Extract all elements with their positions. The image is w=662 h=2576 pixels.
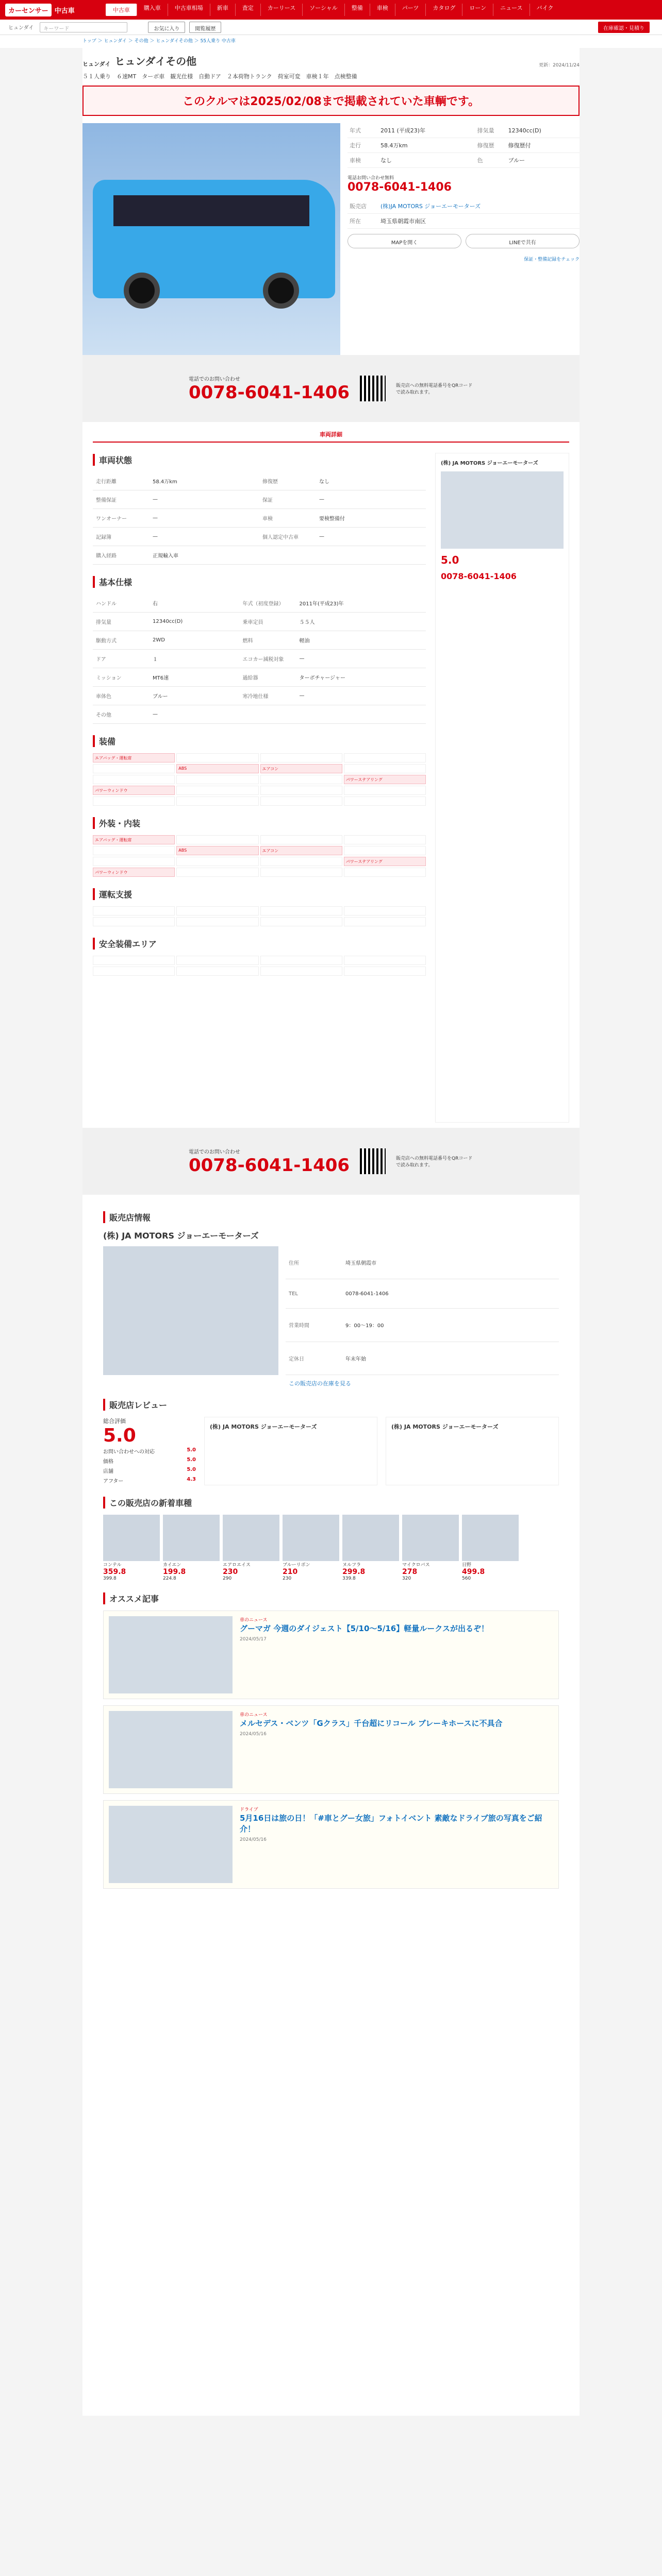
equip-cell [260, 967, 342, 976]
side-score: 5.0 [441, 554, 459, 566]
nav-item[interactable]: ローン [462, 4, 493, 16]
car-card[interactable] [342, 1515, 399, 1581]
equip-cell: パワーステアリング [344, 775, 426, 784]
equip-cell [176, 753, 258, 762]
review-item: お問い合わせへの対応 5.0 [103, 1447, 196, 1455]
spec-value: — [296, 687, 426, 705]
spec-key: 排気量 [93, 613, 150, 631]
call-bar-2 [82, 1128, 580, 1195]
spec-value: なし [316, 472, 426, 490]
shop-hours: 9：00〜19：00 [342, 1309, 559, 1342]
spec-key: 車検 [259, 509, 316, 528]
equip-cell: エアコン [260, 764, 342, 773]
side-shop-panel [435, 453, 569, 1123]
article-image [109, 1806, 233, 1883]
equip-cell [344, 835, 426, 844]
basic-table [93, 594, 426, 724]
nav-item[interactable]: 車検 [370, 4, 395, 16]
spec-value: 右 [150, 594, 240, 613]
review-heading: 販売店レビュー [103, 1399, 559, 1411]
equip-cell [260, 835, 342, 844]
equip-cell: ABS [176, 764, 258, 773]
car-image [163, 1515, 220, 1561]
shop-name[interactable]: (株)JA MOTORS ジョーエーモーターズ [378, 199, 580, 214]
estimate-button[interactable]: 在庫確認・見積り [598, 22, 650, 33]
spec-key: 駆動方式 [93, 631, 150, 650]
detail-area [82, 422, 580, 1128]
info-key: 走行 [347, 138, 378, 153]
car-image [342, 1515, 399, 1561]
info-value: 修復歴付 [506, 138, 580, 153]
equip-cell: パワーステアリング [344, 857, 426, 866]
article-card[interactable] [103, 1705, 559, 1794]
spec-value: — [150, 509, 259, 528]
equip-cell [176, 906, 258, 916]
shop-tel[interactable]: 0078-6041-1406 [342, 1279, 559, 1308]
exterior-grid [93, 835, 426, 877]
equip-cell [93, 917, 175, 926]
article-title: 5月16日は旅の日！「#車とグー女旅」フォトイベント 素敵なドライブ旅の写真をご紹介！ [240, 1814, 542, 1834]
sub-breadcrumb: ヒュンダイ [8, 25, 34, 31]
equip-cell [93, 796, 175, 806]
article-date: 2024/05/16 [240, 1732, 267, 1737]
expired-banner: このクルマは2025/02/08まで掲載されていた車輌です。 [82, 86, 580, 116]
spec-key: エコカー減税対象 [240, 650, 296, 668]
equip-cell [93, 956, 175, 965]
spec-value: — [296, 650, 426, 668]
review-item: 価格 5.0 [103, 1457, 196, 1465]
spec-tags: ５１人乗り ６速MT ターボ車 観光仕様 自動ドア ２本荷物トランク 荷室可変 車検１年 点検整備 [82, 73, 357, 80]
spec-key: ワンオーナー [93, 509, 150, 528]
nav-item[interactable]: ソーシャル [302, 4, 344, 16]
state-table [93, 472, 426, 565]
info-key: 車検 [347, 153, 378, 168]
spec-value: 12340cc(D) [150, 613, 240, 631]
info-value: 58.4万km [378, 138, 475, 153]
equip-cell [176, 956, 258, 965]
info-value: ブルー [506, 153, 580, 168]
review-card-1[interactable] [204, 1417, 377, 1485]
equip-cell [176, 775, 258, 784]
spec-value: MT6速 [150, 668, 240, 687]
spec-value: — [150, 490, 259, 509]
spec-key [259, 546, 316, 565]
equip-cell [176, 857, 258, 866]
spec-key: 走行距離 [93, 472, 150, 490]
equip-cell [344, 967, 426, 976]
equip-cell [93, 846, 175, 855]
site-logo[interactable]: カーセンサー [5, 4, 52, 16]
shop-holiday: 年末年始 [342, 1342, 559, 1375]
spec-value: — [316, 490, 426, 509]
car-image [402, 1515, 459, 1561]
car-price: 230 [223, 1568, 238, 1576]
spec-key: 整備保証 [93, 490, 150, 509]
spec-key [240, 705, 296, 724]
review-card-2[interactable] [386, 1417, 559, 1485]
spec-key: 保証 [259, 490, 316, 509]
recommend-heading: オススメ記事 [103, 1592, 559, 1604]
car-name: ヌルフラ [342, 1563, 361, 1568]
nav-item[interactable]: 新車 [210, 4, 235, 16]
equip-grid [93, 753, 426, 806]
info-key: 年式 [347, 123, 378, 138]
equip-cell [344, 956, 426, 965]
equip-cell [93, 967, 175, 976]
shopinfo-heading: 販売店情報 [103, 1211, 559, 1223]
spec-value: 正規輸入車 [150, 546, 259, 565]
nav-item[interactable]: 整備 [344, 4, 370, 16]
info-key: 修復歴 [475, 138, 506, 153]
equip-cell: パワーウィンドウ [93, 786, 175, 795]
equip-cell: エアコン [260, 846, 342, 855]
main-content [82, 48, 580, 355]
spec-key: 燃料 [240, 631, 296, 650]
address-label: 所在 [347, 214, 378, 229]
article-date: 2024/05/16 [240, 1837, 267, 1842]
updated-date: 更新：2024/11/24 [539, 63, 580, 68]
car-total: 339.8 [342, 1576, 356, 1581]
vehicle-info [347, 123, 580, 355]
spec-value: 2WD [150, 631, 240, 650]
header [0, 0, 662, 20]
info-value: なし [378, 153, 475, 168]
nav-item[interactable]: ニュース [493, 4, 529, 16]
equip-cell [260, 868, 342, 877]
review-item: 店舗 5.0 [103, 1467, 196, 1475]
spec-key: 記録簿 [93, 528, 150, 546]
info-value: 12340cc(D) [506, 123, 580, 138]
article-image [109, 1616, 233, 1693]
car-name: ブルーリボン [283, 1563, 310, 1568]
review-summary [103, 1417, 196, 1485]
safety-heading: 安全装備エリア [93, 938, 426, 950]
equip-cell [344, 796, 426, 806]
lower-area: 販売店情報 (株) JA MOTORS ジョーエーモーターズ 住所 埼玉県朝霞市 TEL 0078-6041-1406 営業時間 9：00〜19：00 定休日 年末年始 この販売店の在庫を見る 販売店レビュー 総合評価 5.0 お問い合わせへの対応 5.0 価格 5.0 店舗 5.0 アフター 4.3 (株) JA MOTORS ジョーエーモーターズ (株) JA MOTORS ジョーエーモーターズ この販売店の新着車種 コンテル 359.8 399.8 カイエン 199.8 224.8 エアロエイス 230 290 ブルーリボン 210 230 ヌルフラ 299.8 339.8 マイクロバス 278 320 日野 499.8 560 オススメ記事 車のニュース グーマガ 今週のダイジェスト【5/10〜5/16】軽量ルークスが出るぞ！ 2024/05/17 車のニュース メルセデス・ベンツ「Gクラス」千台超にリコール ブレーキホースに不具合 2024/05/16 ドライブ 5月16日は旅の日！「#車とグー女旅」フォトイベント 素敵なドライブ旅の写真をご紹介！ 2024/05/16 [82, 1195, 580, 2416]
spec-value: ５５人 [296, 613, 426, 631]
car-name: エアロエイス [223, 1563, 251, 1568]
equip-cell: ABS [176, 846, 258, 855]
review-title: 総合評価 [103, 1418, 126, 1425]
qr-code [360, 376, 386, 401]
spec-value: 58.4万km [150, 472, 259, 490]
car-name: カイエン [163, 1563, 181, 1568]
equip-cell [176, 868, 258, 877]
shop-address: 埼玉県朝霞市南区 [378, 214, 580, 229]
spec-value: — [316, 528, 426, 546]
equip-cell [344, 868, 426, 877]
nav-item[interactable]: 査定 [235, 4, 260, 16]
spec-key: 修復歴 [259, 472, 316, 490]
car-total: 290 [223, 1576, 232, 1581]
call-bar [82, 355, 580, 422]
equip-cell [93, 775, 175, 784]
article-tag: 車のニュース [240, 1713, 268, 1718]
equip-cell [344, 786, 426, 795]
review-shop-1: (株) JA MOTORS ジョーエーモーターズ [210, 1423, 317, 1430]
spec-value [296, 705, 426, 724]
call-label: 電話でのお問い合わせ [188, 376, 240, 382]
equip-cell [260, 753, 342, 762]
equip-cell [260, 906, 342, 916]
car-card[interactable] [283, 1515, 339, 1581]
phone-number[interactable]: 0078-6041-1406 [347, 181, 452, 194]
bus-image [93, 180, 335, 298]
safety-grid [93, 956, 426, 976]
site-logo-sub: 中古車 [54, 7, 75, 15]
line-share-button[interactable]: LINEで共有 [466, 234, 580, 248]
assist-grid [93, 906, 426, 926]
car-name: マイクロバス [402, 1563, 430, 1568]
spec-value: ターボチャージャー [296, 668, 426, 687]
shop-title[interactable]: (株) JA MOTORS ジョーエーモーターズ [103, 1231, 259, 1241]
equip-heading: 装備 [93, 735, 426, 747]
equip-cell [344, 764, 426, 773]
nav-item[interactable]: パーツ [395, 4, 426, 16]
equip-cell [93, 857, 175, 866]
car-card[interactable] [223, 1515, 279, 1581]
spec-key: その他 [93, 705, 150, 724]
assist-heading: 運転支援 [93, 888, 426, 900]
article-image [109, 1711, 233, 1788]
nav-item[interactable]: カーリース [260, 4, 302, 16]
equip-cell [344, 917, 426, 926]
sub-bar [0, 20, 662, 35]
shop-label: 販売店 [347, 199, 378, 214]
car-total: 320 [402, 1576, 411, 1581]
basic-heading: 基本仕様 [93, 576, 426, 588]
equip-cell [260, 857, 342, 866]
spec-value [316, 546, 426, 565]
search-input[interactable]: キーワード [40, 22, 127, 32]
main-nav [106, 4, 560, 16]
review-item: アフター 4.3 [103, 1477, 196, 1484]
state-heading: 車両状態 [93, 454, 426, 466]
nav-item[interactable]: 中古車相場 [168, 4, 210, 16]
qr-note: 販売店への無料電話番号をQRコードで読み取れます。 [396, 383, 473, 395]
call-number-2[interactable]: 0078-6041-1406 [188, 1155, 350, 1176]
car-image [462, 1515, 519, 1561]
side-shop-name[interactable]: (株) JA MOTORS ジョーエーモーターズ [441, 461, 538, 466]
newcars-heading: この販売店の新着車種 [103, 1497, 559, 1509]
equip-cell [93, 906, 175, 916]
nav-item[interactable]: 購入車 [137, 4, 168, 16]
car-image [103, 1515, 160, 1561]
warranty-link[interactable]: 保証・整備記録をチェック [524, 257, 580, 262]
equip-cell [93, 764, 175, 773]
article-title: グーマガ 今週のダイジェスト【5/10〜5/16】軽量ルークスが出るぞ！ [240, 1624, 489, 1633]
spec-key: ハンドル [93, 594, 150, 613]
car-price: 278 [402, 1568, 418, 1576]
equip-cell [176, 786, 258, 795]
newcars-carousel [103, 1515, 559, 1581]
spec-key: ドア [93, 650, 150, 668]
car-total: 224.8 [163, 1576, 176, 1581]
review-score: 5.0 [103, 1425, 136, 1446]
equip-cell [176, 917, 258, 926]
equip-cell [344, 846, 426, 855]
spec-key: 過給器 [240, 668, 296, 687]
spec-value: 軽油 [296, 631, 426, 650]
vehicle-photo[interactable] [82, 123, 340, 355]
nav-item[interactable]: バイク [529, 4, 560, 16]
equip-cell [260, 917, 342, 926]
spec-value: — [150, 528, 259, 546]
equip-cell [260, 786, 342, 795]
car-name: 日野 [462, 1563, 472, 1568]
info-key: 排気量 [475, 123, 506, 138]
spec-value: 2011年(平成23)年 [296, 594, 426, 613]
equip-cell [176, 796, 258, 806]
qr-code-2 [360, 1148, 386, 1174]
favorites-button[interactable]: お気に入り [148, 22, 185, 33]
equip-cell: エアバッグ・運転席 [93, 835, 175, 844]
equip-cell [176, 967, 258, 976]
shop-addr: 埼玉県朝霞市 [342, 1246, 559, 1279]
car-card[interactable] [163, 1515, 220, 1581]
page-title: ヒュンダイその他 [114, 55, 197, 67]
map-button[interactable]: MAPを開く [347, 234, 461, 248]
qr-note-2: 販売店への無料電話番号をQRコードで読み取れます。 [396, 1156, 473, 1168]
car-image [283, 1515, 339, 1561]
shop-stock-link[interactable]: この販売店の在庫を見る [289, 1380, 351, 1387]
car-total: 230 [283, 1576, 292, 1581]
equip-cell [344, 753, 426, 762]
equip-cell: エアバッグ・運転席 [93, 753, 175, 762]
equip-cell [260, 775, 342, 784]
spec-key: 乗車定員 [240, 613, 296, 631]
spec-key: 年式（初度登録） [240, 594, 296, 613]
exterior-heading: 外装・内装 [93, 817, 426, 829]
nav-item[interactable]: 中古車 [106, 4, 137, 16]
spec-value: １ [150, 650, 240, 668]
car-total: 399.8 [103, 1576, 117, 1581]
side-shop-photo [441, 471, 564, 549]
spec-key: ミッション [93, 668, 150, 687]
article-card[interactable] [103, 1611, 559, 1699]
spec-value: — [150, 705, 240, 724]
equip-cell [176, 835, 258, 844]
spec-key: 購入経路 [93, 546, 150, 565]
car-price: 359.8 [103, 1568, 126, 1576]
detail-tab[interactable]: 車両詳細 [93, 427, 569, 443]
shop-photo [103, 1246, 278, 1375]
car-name: コンテル [103, 1563, 122, 1568]
spec-key: 寒冷地仕様 [240, 687, 296, 705]
history-button[interactable]: 閲覧履歴 [189, 22, 221, 33]
car-card[interactable] [462, 1515, 519, 1581]
car-price: 299.8 [342, 1568, 366, 1576]
car-card[interactable] [402, 1515, 459, 1581]
review-shop-2: (株) JA MOTORS ジョーエーモーターズ [391, 1423, 499, 1430]
info-value: 2011 (平成23)年 [378, 123, 475, 138]
phone-label: 電話お問い合わせ無料 [347, 176, 394, 181]
side-phone[interactable]: 0078-6041-1406 [441, 571, 517, 581]
article-tag: ドライブ [240, 1807, 258, 1812]
car-price: 199.8 [163, 1568, 186, 1576]
breadcrumb[interactable]: トップ ＞ ヒュンダイ ＞ その他 ＞ ヒュンダイその他 ＞ 55人乗り 中古車 [0, 35, 662, 48]
car-total: 560 [462, 1576, 471, 1581]
spec-key: 個人認定中古車 [259, 528, 316, 546]
nav-item[interactable]: カタログ [425, 4, 462, 16]
car-image [223, 1515, 279, 1561]
call-number[interactable]: 0078-6041-1406 [188, 382, 350, 403]
maker-label: ヒュンダイ [82, 61, 111, 67]
car-card[interactable] [103, 1515, 160, 1581]
equip-cell [260, 956, 342, 965]
spec-value: 要検整備付 [316, 509, 426, 528]
article-card[interactable] [103, 1800, 559, 1889]
equip-cell: パワーウィンドウ [93, 868, 175, 877]
equip-cell [260, 796, 342, 806]
spec-key: 車体色 [93, 687, 150, 705]
article-date: 2024/05/17 [240, 1637, 267, 1642]
spec-value: ブルー [150, 687, 240, 705]
article-list [103, 1611, 559, 1889]
equip-cell [344, 906, 426, 916]
car-price: 210 [283, 1568, 298, 1576]
car-price: 499.8 [462, 1568, 485, 1576]
call-label-2: 電話でのお問い合わせ [188, 1149, 240, 1155]
article-title: メルセデス・ベンツ「Gクラス」千台超にリコール ブレーキホースに不具合 [240, 1719, 503, 1728]
info-key: 色 [475, 153, 506, 168]
article-tag: 車のニュース [240, 1618, 268, 1623]
